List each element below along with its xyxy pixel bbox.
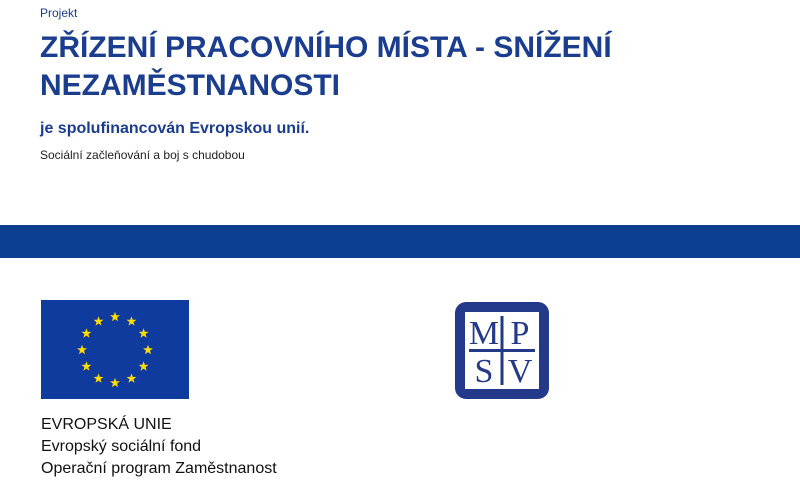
eu-union-label: EVROPSKÁ UNIE	[41, 416, 172, 433]
program-axis-caption: Sociální začleňování a boj s chudobou	[40, 148, 245, 162]
eu-text-block	[41, 414, 277, 480]
op-employment-label: Operační program Zaměstnanost	[41, 460, 277, 477]
blue-divider-band	[0, 225, 800, 258]
cofinancing-statement: je spolufinancován Evropskou unií.	[40, 120, 310, 137]
mpsv-letter-v: V	[507, 353, 533, 390]
mpsv-logo	[455, 302, 549, 399]
project-title: ZŘÍZENÍ PRACOVNÍHO MÍSTA - SNÍŽENÍ NEZAMĚSTNANOSTI	[40, 31, 612, 102]
project-label: Projekt	[40, 6, 78, 20]
esf-label: Evropský sociální fond	[41, 438, 202, 455]
mpsv-letter-s: S	[474, 353, 494, 390]
mpsv-letter-p: P	[510, 315, 530, 352]
eu-flag-icon	[41, 300, 189, 399]
eu-flag-stars	[41, 300, 189, 399]
mpsv-letter-m: M	[468, 315, 500, 352]
